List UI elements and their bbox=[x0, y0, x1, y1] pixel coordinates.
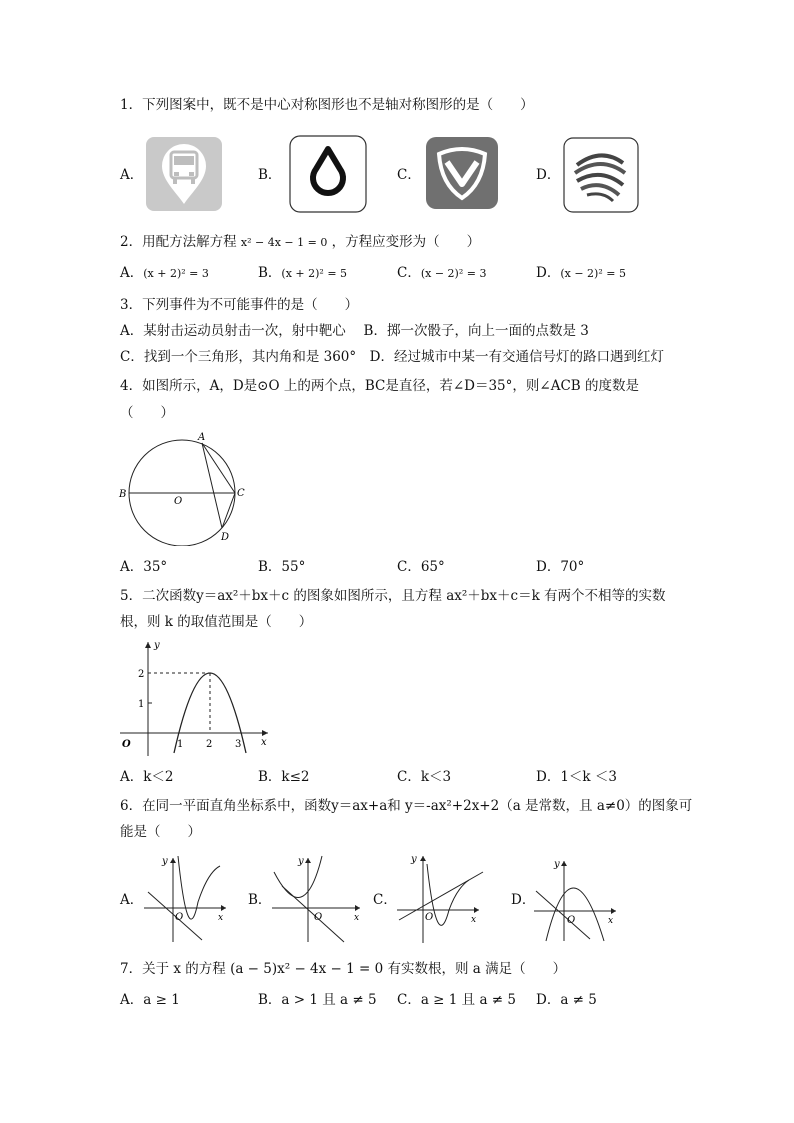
q4-paren: （ ） bbox=[120, 405, 174, 421]
q5-option-a: A．k＜2 bbox=[120, 769, 174, 785]
q3-options-line1: A．某射击运动员射击一次，射中靶心 B．掷一次骰子，向上一面的点数是 3 bbox=[120, 323, 589, 339]
q4-point-d: D bbox=[221, 532, 230, 543]
q3-options-line2: C．找到一个三角形，其内角和是 360° D．经过城市中某一有交通信号灯的路口遇到红灯 bbox=[120, 349, 664, 365]
svg-text:O: O bbox=[567, 915, 576, 926]
q4-point-c: C bbox=[237, 488, 245, 499]
q4-point-b: B bbox=[119, 489, 127, 500]
q5-tick-x1: 1 bbox=[177, 739, 184, 750]
q1-label-d: D． bbox=[536, 167, 561, 183]
q4-stem: 4．如图所示，A，D是⊙O 上的两个点，BC是直径，若∠D＝35°，则∠ACB 的度数是 bbox=[120, 378, 639, 394]
q6-label-a: A． bbox=[120, 892, 144, 908]
q1-stem: 1．下列图案中，既不是中心对称图形也不是轴对称图形的是（ ） bbox=[120, 97, 534, 113]
q2-option-c: C．(x − 2)² = 3 bbox=[397, 265, 487, 281]
q5-tick-x2: 2 bbox=[206, 739, 213, 750]
q2-stem bbox=[120, 233, 480, 252]
q2-stem-pre: 2．用配方法解方程 bbox=[120, 234, 237, 250]
svg-text:x: x bbox=[218, 913, 224, 923]
svg-text:y: y bbox=[411, 854, 417, 865]
svg-text:y: y bbox=[554, 859, 560, 870]
q5-tick-x3: 3 bbox=[235, 739, 242, 750]
q5-x-axis-label: x bbox=[261, 737, 267, 748]
q6-label-b: B． bbox=[248, 892, 272, 908]
svg-text:O: O bbox=[314, 912, 323, 923]
q6-graph-b bbox=[268, 852, 368, 948]
svg-text:x: x bbox=[471, 915, 477, 925]
q5-stem: 5．二次函数y＝ax²＋bx＋c 的图象如图所示，且方程 ax²＋bx＋c＝k 有两个不相等的实数 bbox=[120, 588, 666, 604]
shield-check-icon bbox=[425, 136, 499, 214]
q5-option-c: C．k＜3 bbox=[397, 769, 452, 785]
q5-origin-label: O bbox=[122, 739, 131, 750]
q5-option-b: B．k≤2 bbox=[258, 769, 310, 785]
bus-location-icon bbox=[145, 136, 223, 216]
q7-option-b: B．a > 1 且 a ≠ 5 bbox=[258, 992, 377, 1008]
svg-text:x: x bbox=[354, 913, 360, 923]
q4-point-a: A bbox=[198, 432, 206, 443]
q4-option-b: B．55° bbox=[258, 559, 306, 575]
q2-option-d: D．(x − 2)² = 5 bbox=[536, 265, 626, 281]
q7-option-d: D．a ≠ 5 bbox=[536, 992, 597, 1008]
q6-graph-a bbox=[140, 852, 235, 948]
q6-graph-d bbox=[530, 855, 625, 947]
q6-graph-c bbox=[393, 850, 488, 949]
q2-option-b: B．(x + 2)² = 5 bbox=[258, 265, 348, 281]
q4-point-o: O bbox=[174, 496, 183, 507]
q3-stem: 3．下列事件为不可能事件的是（ ） bbox=[120, 297, 359, 313]
water-drop-ring-icon bbox=[289, 135, 367, 217]
q5-stem2: 根，则 k 的取值范围是（ ） bbox=[120, 614, 313, 630]
svg-text:y: y bbox=[298, 856, 304, 867]
svg-text:x: x bbox=[608, 916, 614, 926]
q5-option-d: D．1＜k ＜3 bbox=[536, 769, 617, 785]
svg-text:O: O bbox=[425, 912, 434, 923]
svg-text:y: y bbox=[162, 856, 168, 867]
svg-text:O: O bbox=[175, 912, 184, 923]
q7-stem: 7．关于 x 的方程 (a − 5)x² − 4x − 1 = 0 有实数根，则 a 满足（ ） bbox=[120, 961, 567, 977]
q4-option-c: C．65° bbox=[397, 559, 445, 575]
q2-option-a: A．(x + 2)² = 3 bbox=[120, 265, 209, 281]
q6-stem: 6．在同一平面直角坐标系中，函数y＝ax+a和 y＝-ax²+2x+2（a 是常数，且 a≠0）的图象可 bbox=[120, 798, 693, 814]
q5-y-axis-label: y bbox=[154, 640, 160, 651]
q7-option-c: C．a ≥ 1 且 a ≠ 5 bbox=[397, 992, 516, 1008]
q1-label-b: B． bbox=[258, 167, 282, 183]
q6-label-d: D． bbox=[511, 892, 536, 908]
q1-label-a: A． bbox=[120, 167, 144, 183]
q7-option-a: A．a ≥ 1 bbox=[120, 992, 180, 1008]
china-mobile-logo-icon bbox=[563, 137, 639, 217]
q5-parabola-figure bbox=[118, 638, 273, 762]
q5-tick-y1: 1 bbox=[138, 699, 145, 710]
q1-label-c: C． bbox=[397, 167, 421, 183]
q4-option-a: A．35° bbox=[120, 559, 168, 575]
q4-option-d: D．70° bbox=[536, 559, 585, 575]
q4-circle-figure bbox=[118, 428, 253, 550]
q2-stem-post: ，方程应变形为（ ） bbox=[331, 234, 481, 250]
q6-stem2: 能是（ ） bbox=[120, 824, 201, 840]
q2-equation: x² − 4x − 1 = 0 bbox=[240, 236, 328, 249]
q5-tick-y2: 2 bbox=[138, 669, 145, 680]
q6-label-c: C． bbox=[373, 892, 397, 908]
